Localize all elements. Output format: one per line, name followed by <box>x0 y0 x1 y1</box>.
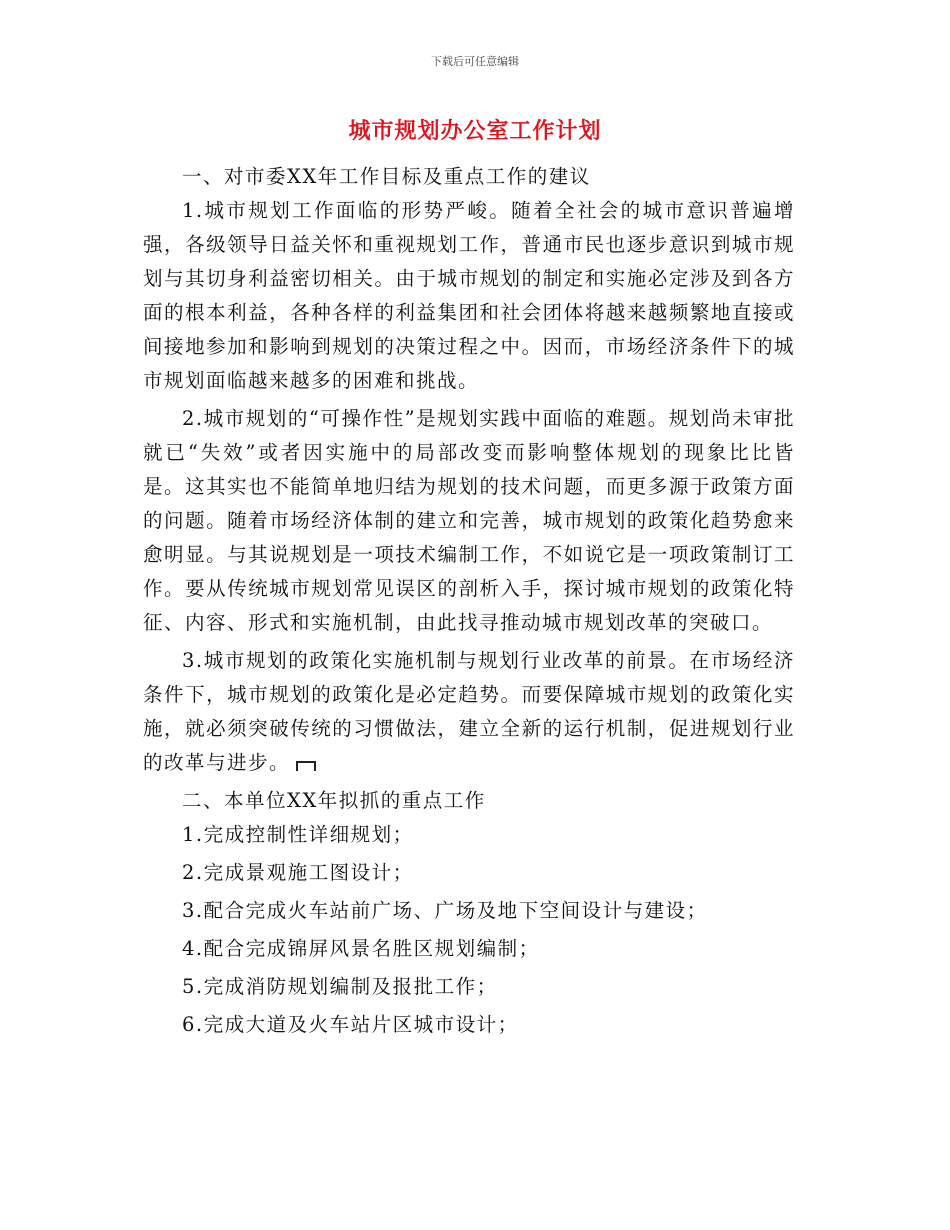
list-item: 3.配合完成火车站前广场、广场及地下空间设计与建设； <box>182 899 708 922</box>
section-1-heading: 一、对市委XX年工作目标及重点工作的建议 <box>182 165 591 188</box>
section-1-paragraph-1: 1.城市规划工作面临的形势严峻。随着全社会的城市意识普遍增强，各级领导日益关怀和重视规划工作，普通市民也逐步意识到城市规划与其切身利益密切相关。由于城市规划的制定和实施必定涉及到各方面的根本利益，各种各样的利益集团和社会团体将越来越频繁地直接或间接地参加和影响到规划的决策过程之中。因而，市场经济条件下的城市规划面临越来越多的困难和挑战。 <box>143 199 795 392</box>
document-body <box>143 160 795 1046</box>
section-1-paragraph-3-text: 3.城市规划的政策化实施机制与规划行业改革的前景。在市场经济条件下，城市规划的政策化是必定趋势。而要保障城市规划的政策化实施，就必须突破传统的习惯做法，建立全新的运行机制，促进规划行业的改革与进步。 <box>143 649 795 774</box>
list-item: 1.完成控制性详细规划； <box>182 823 414 846</box>
section-2-heading: 二、本单位XX年拟抓的重点工作 <box>182 789 486 812</box>
text-cursor-icon <box>296 761 316 771</box>
list-item: 5.完成消防规划编制及报批工作； <box>182 975 498 998</box>
list-item: 6.完成大道及火车站片区城市设计； <box>182 1013 519 1036</box>
list-item: 4.配合完成锦屏风景名胜区规划编制； <box>182 937 540 960</box>
section-1-paragraph-3 <box>143 644 795 780</box>
header-note: 下载后可任意编辑 <box>431 55 519 68</box>
section-1-paragraph-2: 2.城市规划的“可操作性”是规划实践中面临的难题。规划尚未审批就已“失效”或者因实施中的局部改变而影响整体规划的现象比比皆是。这其实也不能简单地归结为规划的技术问题，而更多源于政策方面的问题。随着市场经济体制的建立和完善，城市规划的政策化趋势愈来愈明显。与其说规划是一项技术编制工作，不如说它是一项政策制订工作。要从传统城市规划常见误区的剖析入手，探讨城市规划的政策化特征、内容、形式和实施机制，由此找寻推动城市规划改革的突破口。 <box>143 407 795 634</box>
document-title: 城市规划办公室工作计划 <box>348 118 602 144</box>
list-item: 2.完成景观施工图设计； <box>182 861 414 884</box>
